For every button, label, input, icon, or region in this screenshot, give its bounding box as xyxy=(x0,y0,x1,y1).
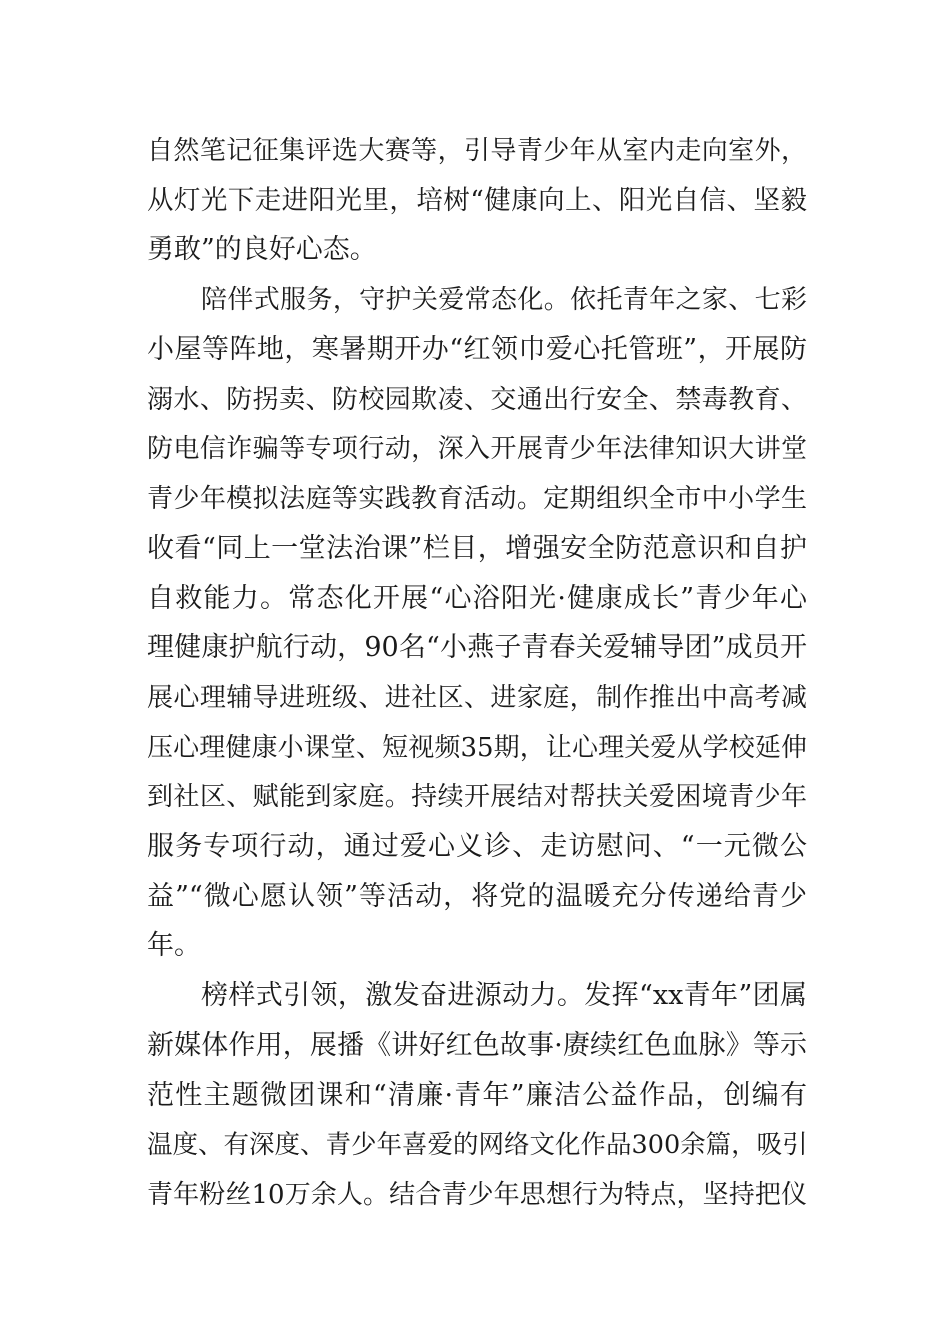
text-line: 压心理健康小课堂、短视频35期，让心理关爱从学校延伸 xyxy=(147,733,807,763)
text-line: 展心理辅导进班级、进社区、进家庭，制作推出中高考减 xyxy=(147,683,807,713)
text-line: 榜样式引领，激发奋进源动力。发挥“xx青年”团属 xyxy=(201,980,807,1011)
text-line: 收看“同上一堂法治课”栏目，增强安全防范意识和自护 xyxy=(147,533,807,564)
text-line: 新媒体作用，展播《讲好红色故事·赓续红色血脉》等示 xyxy=(147,1030,807,1061)
text-line: 青少年模拟法庭等实践教育活动。定期组织全市中小学生 xyxy=(147,484,807,514)
text-line: 理健康护航行动，90名“小燕子青春关爱辅导团”成员开 xyxy=(147,632,807,663)
text-line: 从灯光下走进阳光里，培树“健康向上、阳光自信、坚毅 xyxy=(147,185,807,216)
text-line: 年。 xyxy=(147,930,201,961)
text-line: 勇敢”的良好心态。 xyxy=(147,234,377,265)
text-line: 自救能力。常态化开展“心浴阳光·健康成长”青少年心 xyxy=(147,583,807,614)
text-line: 溺水、防拐卖、防校园欺凌、交通出行安全、禁毒教育、 xyxy=(147,385,807,415)
text-line: 自然笔记征集评选大赛等，引导青少年从室内走向室外， xyxy=(147,136,807,166)
text-line: 到社区、赋能到家庭。持续开展结对帮扶关爱困境青少年 xyxy=(147,782,807,812)
text-line: 陪伴式服务，守护关爱常态化。依托青年之家、七彩 xyxy=(201,285,807,315)
text-line: 范性主题微团课和“清廉·青年”廉洁公益作品，创编有 xyxy=(147,1080,807,1111)
text-line: 服务专项行动，通过爱心义诊、走访慰问、“一元微公 xyxy=(147,831,807,862)
text-line: 青年粉丝10万余人。结合青少年思想行为特点，坚持把仪 xyxy=(147,1180,807,1210)
text-line: 防电信诈骗等专项行动，深入开展青少年法律知识大讲堂 xyxy=(147,434,807,464)
text-line: 温度、有深度、青少年喜爱的网络文化作品300余篇，吸引 xyxy=(147,1130,808,1160)
text-line: 益”“微心愿认领”等活动，将党的温暖充分传递给青少 xyxy=(147,881,807,912)
text-line: 小屋等阵地，寒暑期开办“红领巾爱心托管班”，开展防 xyxy=(147,334,807,365)
